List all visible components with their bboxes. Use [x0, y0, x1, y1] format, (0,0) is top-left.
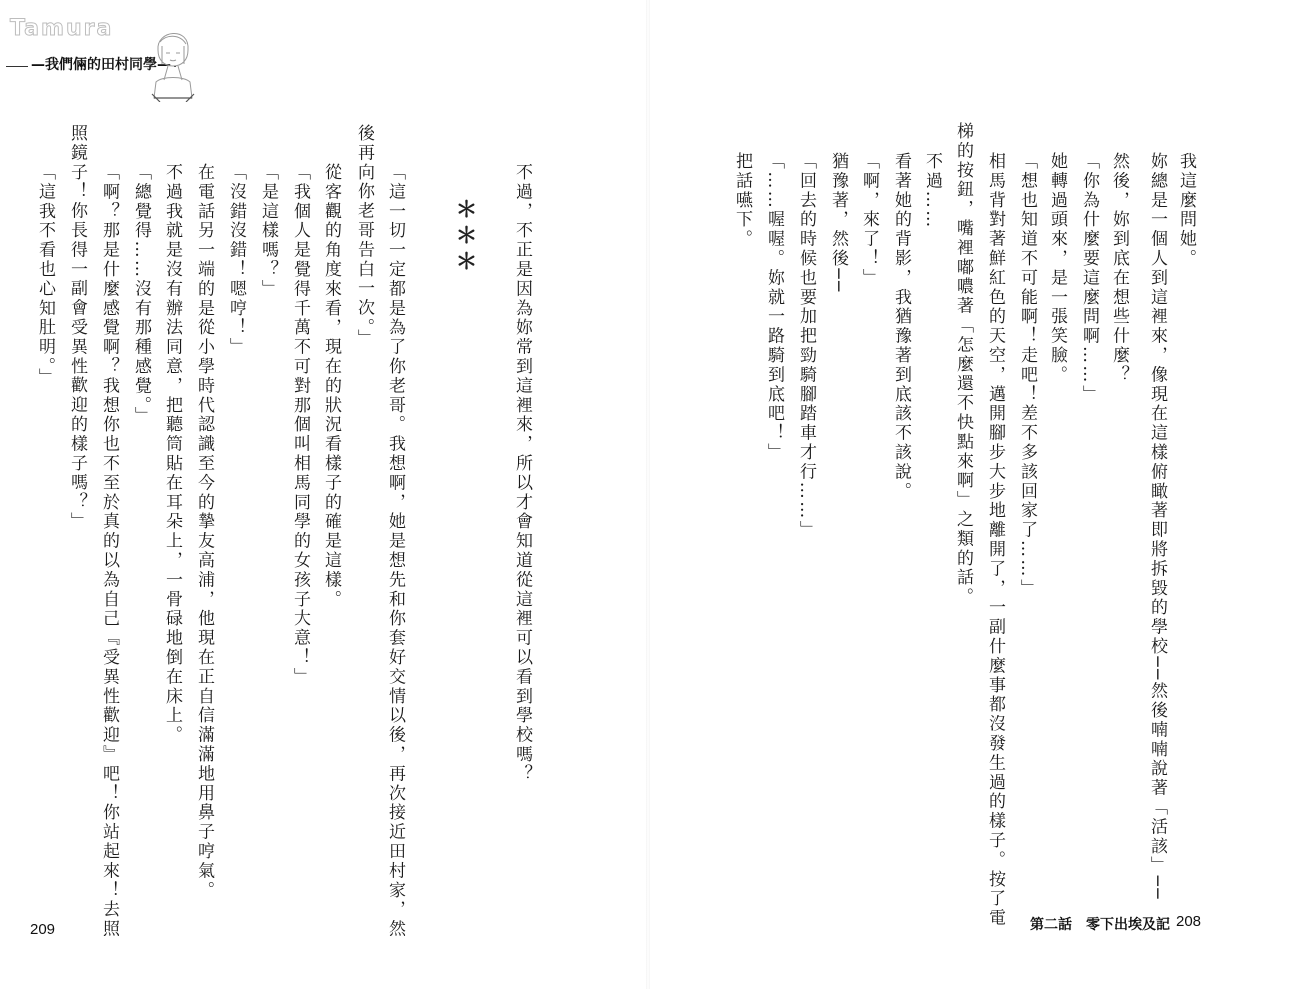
character-sketch-icon [148, 20, 198, 102]
book-title: —我們倆的田村同學— [28, 54, 174, 74]
text-column: 不過我就是沒有辦法同意，把聽筒貼在耳朵上，一骨碌地倒在床上。 [162, 163, 182, 745]
text-column: 「總覺得……沒有那種感覺。」 [131, 163, 151, 427]
text-column: 「回去的時候也要加把勁騎腳踏車才行……」 [796, 152, 816, 540]
text-column: 「這一切一定都是為了你老哥。我想啊，她是想先和你套好交情以後，再次接近田村家，然 [385, 163, 405, 939]
text-column: 「啊？那是什麼感覺啊？我想你也不至於真的以為自己『受異性歡迎』吧！你站起來！去照 [99, 163, 119, 939]
text-column: 從客觀的角度來看，現在的狀況看樣子的確是這樣。 [321, 163, 341, 610]
text-column: 不過…… [922, 152, 942, 230]
text-column: 梯的按鈕，嘴裡嘟噥著「怎麼還不快點來啊」之類的話。 [953, 122, 973, 607]
text-column: 猶豫著，然後── [828, 152, 848, 294]
running-header [2, 16, 212, 106]
text-column: 「是這樣嗎？」 [258, 163, 278, 299]
chapter-label: 第二話 零下出埃及記 [1030, 917, 1170, 933]
text-column: 「你為什麼要這麼問啊……」 [1079, 152, 1099, 405]
header-decorative-logo: Tamura [10, 16, 114, 41]
text-column: 「我個人是覺得千萬不可對那個叫相馬同學的女孩子大意！」 [290, 163, 310, 687]
text-column: 看著她的背影，我猶豫著到底該不該說。 [891, 152, 911, 502]
text-column: 相馬背對著鮮紅色的天空，邁開腳步大步地離開了，一副什麼事都沒發生過的樣子。按了電 [985, 152, 1005, 928]
text-column: 不過，不正是因為妳常到這裡來，所以才會知道從這裡可以看到學校嗎？ [512, 163, 532, 784]
text-column: 妳總是一個人到這裡來，像現在這樣俯瞰著即將拆毀的學校──然後喃喃說著「活該」── [1147, 152, 1167, 901]
page-number-right: 208 [1176, 913, 1202, 930]
page-number-left: 209 [30, 921, 56, 938]
text-column: 我這麼問她。 [1176, 152, 1196, 269]
text-column: 然後，妳到底在想些什麼？ [1109, 152, 1129, 385]
text-column: 把話嚥下。 [732, 152, 752, 249]
text-column: 照鏡子！你長得一副會受異性歡迎的樣子嗎？」 [67, 124, 87, 532]
page-gutter [646, 0, 650, 989]
text-column: 「想也知道不可能啊！走吧！差不多該回家了……」 [1017, 152, 1037, 599]
text-column: 「……喔喔。妳就一路騎到底吧！」 [764, 152, 784, 463]
section-break: ＊＊＊ [452, 198, 477, 276]
text-column: 「這我不看也心知肚明。」 [35, 163, 55, 388]
text-column: 「啊，來了！」 [859, 152, 879, 288]
text-column: 在電話另一端的是從小學時代認識至今的摯友高浦，他現在正自信滿滿地用鼻子哼氣。 [194, 163, 214, 901]
text-column: 後再向你老哥告白一次。」 [354, 124, 374, 349]
text-column: 她轉過頭來，是一張笑臉。 [1047, 152, 1067, 385]
text-column: 「沒錯沒錯！嗯哼！」 [226, 163, 246, 357]
